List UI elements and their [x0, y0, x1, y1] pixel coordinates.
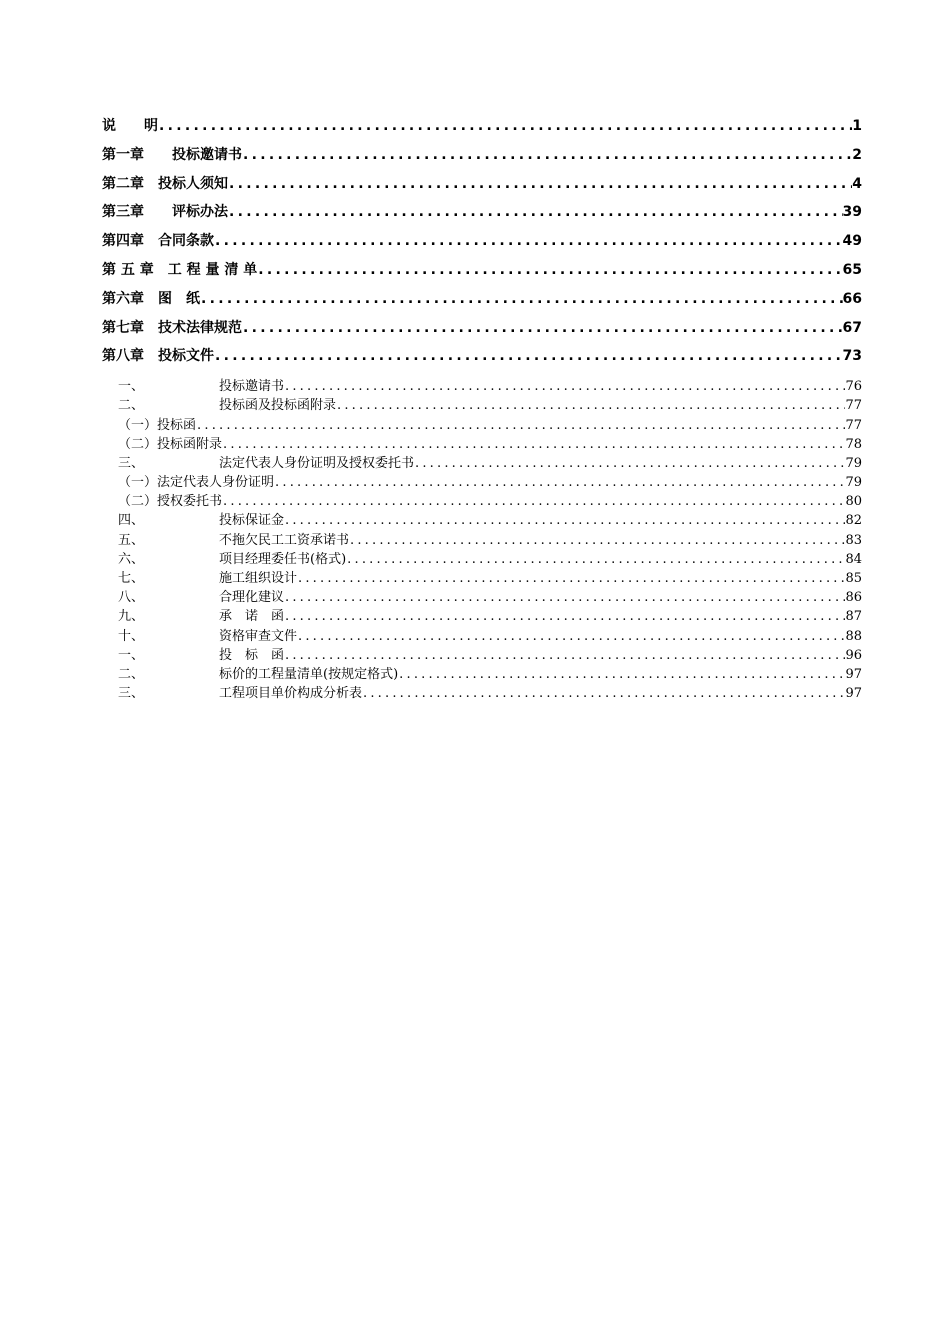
toc-subentry[interactable] — [118, 607, 862, 626]
toc-subentry-title: 授权委托书 — [157, 494, 223, 510]
toc-entry-page: 65 — [842, 261, 862, 278]
toc-entry-title: 第四章 合同条款 — [102, 233, 214, 250]
toc-entry[interactable] — [102, 141, 862, 170]
toc-subentry-page: 77 — [845, 398, 862, 414]
toc-entry-title: 第一章 投标邀请书 — [102, 146, 242, 163]
dot-leader — [228, 170, 852, 199]
toc-entry-page: 73 — [842, 348, 862, 365]
toc-subentry-page: 77 — [845, 417, 862, 433]
toc-subentry-number: 二、 — [118, 666, 145, 682]
table-of-contents — [0, 112, 950, 703]
toc-subentry-number: 八、 — [118, 590, 145, 606]
dot-leader — [284, 588, 845, 607]
toc-subentry-number: 二、 — [118, 398, 145, 414]
toc-entry-page: 49 — [842, 233, 862, 250]
toc-subentry-number: 一、 — [118, 647, 145, 663]
toc-entry-title: 说 明 — [102, 118, 158, 134]
toc-subentry[interactable] — [118, 627, 862, 646]
toc-subentry-title: 合理化建议 — [219, 590, 285, 606]
toc-subentry-title: 标价的工程量清单(按规定格式) — [219, 666, 399, 682]
toc-subentry[interactable] — [118, 435, 862, 454]
toc-subentry-page: 83 — [845, 532, 862, 548]
toc-subentry-page: 84 — [845, 551, 862, 567]
dot-leader — [346, 550, 845, 569]
toc-subentry-title: 投标保证金 — [219, 513, 285, 529]
toc-subentry-title: 不拖欠民工工资承诺书 — [219, 532, 350, 548]
toc-subentry-page: 79 — [845, 455, 862, 471]
toc-entry[interactable] — [102, 227, 862, 256]
dot-leader — [284, 511, 845, 530]
toc-subentry[interactable] — [118, 550, 862, 569]
toc-subentry-page: 97 — [845, 686, 862, 702]
toc-subentry-number: 四、 — [118, 513, 145, 529]
toc-entry[interactable] — [102, 256, 862, 285]
toc-subentry-page: 87 — [845, 609, 862, 625]
dot-leader — [214, 227, 843, 256]
toc-subentry-title: 项目经理委任书(格式) — [219, 551, 347, 567]
toc-subentry-title: 投标函附录 — [157, 436, 223, 452]
dot-leader — [336, 396, 845, 415]
toc-subentry-number: 九、 — [118, 609, 145, 625]
toc-entry-title: 第七章 技术法律规范 — [102, 319, 242, 336]
dot-leader — [222, 435, 845, 454]
toc-entry-page: 39 — [842, 204, 862, 221]
dot-leader — [297, 569, 845, 588]
dot-leader — [297, 627, 845, 646]
toc-subentry-page: 76 — [845, 379, 862, 395]
toc-entry[interactable] — [102, 342, 862, 371]
toc-entry-page: 1 — [852, 118, 862, 134]
toc-subentry-number: 七、 — [118, 571, 145, 587]
toc-subentry-title: 法定代表人身份证明 — [157, 475, 275, 491]
toc-subentry-number: （一） — [118, 417, 158, 433]
toc-entry[interactable] — [102, 314, 862, 343]
dot-leader — [228, 198, 843, 227]
toc-subentry-title: 承 诺 函 — [219, 609, 285, 625]
toc-subentry[interactable] — [118, 646, 862, 665]
toc-subentry-number: （一） — [118, 475, 158, 491]
toc-entry-page: 2 — [852, 146, 862, 163]
toc-subentry[interactable] — [118, 492, 862, 511]
toc-subentry-page: 78 — [845, 436, 862, 452]
toc-subentry-number: 一、 — [118, 379, 145, 395]
dot-leader — [242, 141, 852, 170]
dot-leader — [222, 492, 845, 511]
dot-leader — [274, 473, 845, 492]
dot-leader — [284, 607, 845, 626]
toc-entry[interactable] — [102, 285, 862, 314]
toc-entry-title: 第八章 投标文件 — [102, 348, 214, 365]
toc-entry-page: 67 — [842, 319, 862, 336]
toc-subentry[interactable] — [118, 531, 862, 550]
dot-leader — [349, 531, 845, 550]
toc-subentry-title: 资格审查文件 — [219, 628, 298, 644]
toc-subentry-page: 82 — [845, 513, 862, 529]
dot-leader — [284, 377, 845, 396]
toc-entry-title: 第二章 投标人须知 — [102, 175, 228, 192]
toc-entry-title: 第 五 章 工 程 量 清 单 — [102, 261, 258, 278]
toc-subentry-page: 97 — [845, 666, 862, 682]
toc-subentry-page: 88 — [845, 628, 862, 644]
toc-subentry[interactable] — [118, 684, 862, 703]
toc-subentry-number: （二） — [118, 436, 158, 452]
toc-subentry[interactable] — [118, 416, 862, 435]
toc-entry[interactable] — [102, 170, 862, 199]
toc-subentry[interactable] — [118, 396, 862, 415]
toc-subentry-title: 投标函 — [157, 417, 197, 433]
toc-subentry-number: （二） — [118, 494, 158, 510]
toc-subentry-number: 三、 — [118, 686, 145, 702]
dot-leader — [362, 684, 845, 703]
toc-entry-page: 66 — [842, 290, 862, 307]
dot-leader — [200, 285, 843, 314]
dot-leader — [158, 112, 852, 141]
toc-subentry-title: 投标邀请书 — [219, 379, 285, 395]
toc-subentry-title: 法定代表人身份证明及授权委托书 — [219, 455, 415, 471]
dot-leader — [284, 646, 845, 665]
toc-subentry[interactable] — [118, 473, 862, 492]
toc-subentry-page: 86 — [845, 590, 862, 606]
toc-subentry-page: 96 — [845, 647, 862, 663]
toc-subentry-title: 施工组织设计 — [219, 571, 298, 587]
dot-leader — [242, 314, 843, 343]
toc-subentry-page: 80 — [845, 494, 862, 510]
dot-leader — [214, 342, 843, 371]
toc-subentry-title: 投 标 函 — [219, 647, 285, 663]
toc-entry-title: 第六章 图 纸 — [102, 290, 200, 307]
toc-subentry-number: 十、 — [118, 628, 145, 644]
toc-entry-page: 4 — [852, 175, 862, 192]
toc-subentry-page: 79 — [845, 475, 862, 491]
dot-leader — [398, 665, 845, 684]
toc-subentry-title: 投标函及投标函附录 — [219, 398, 337, 414]
toc-subentry-page: 85 — [845, 571, 862, 587]
toc-subentry[interactable] — [118, 454, 862, 473]
toc-subentry[interactable] — [118, 665, 862, 684]
toc-subentry[interactable] — [118, 511, 862, 530]
dot-leader — [414, 454, 845, 473]
toc-subentry-number: 三、 — [118, 455, 145, 471]
toc-subentry[interactable] — [118, 569, 862, 588]
toc-entry[interactable] — [102, 112, 862, 141]
toc-subentry-number: 六、 — [118, 551, 145, 567]
dot-leader — [257, 256, 842, 285]
toc-subentry[interactable] — [118, 588, 862, 607]
toc-entry[interactable] — [102, 198, 862, 227]
toc-subentry-number: 五、 — [118, 532, 145, 548]
dot-leader — [196, 416, 845, 435]
toc-entry-title: 第三章 评标办法 — [102, 204, 228, 221]
toc-subentry[interactable] — [118, 377, 862, 396]
toc-subentry-title: 工程项目单价构成分析表 — [219, 686, 363, 702]
